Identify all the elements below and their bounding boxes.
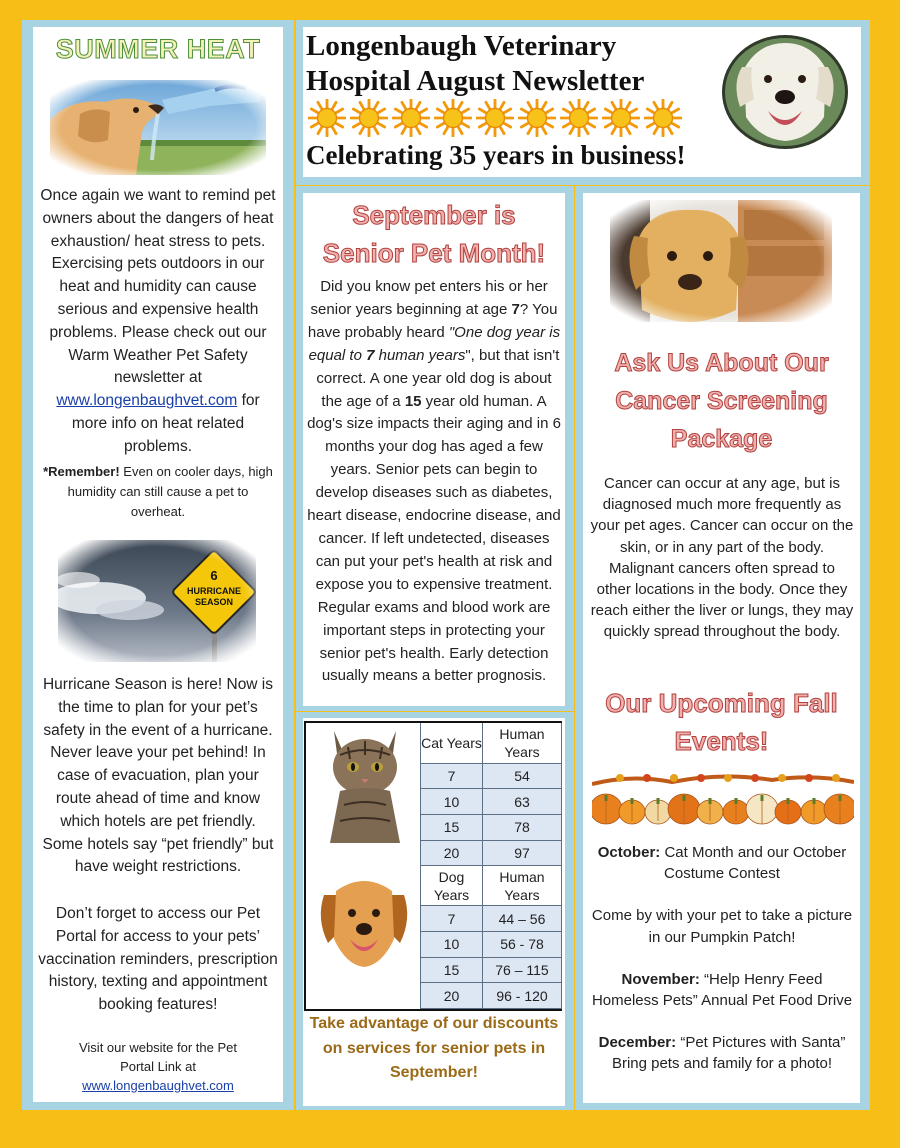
table-row (421, 840, 562, 866)
cat-header-row (421, 723, 562, 763)
table-cell: 76 – 115 (483, 957, 562, 983)
senior-discount-note: Take advantage of our discounts on services for senior pets in September! (309, 1015, 559, 1081)
table-cell: 54 (483, 763, 562, 789)
table-cell: 15 (421, 957, 483, 983)
dog-drinking-photo (50, 80, 266, 175)
table-cell: 7 (421, 763, 483, 789)
table-cell: 10 (421, 931, 483, 957)
table-cell: 20 (421, 840, 483, 866)
sun-icon (476, 99, 514, 137)
table-cell: 56 - 78 (483, 931, 562, 957)
hurricane-sign-photo (58, 540, 256, 662)
cancer-screening-title: Ask Us About Our Cancer Screening Package (614, 349, 829, 453)
sun-icon (392, 99, 430, 137)
table-row (421, 906, 562, 932)
website-note: Visit our website for the Pet Portal Link at www.longenbaughvet.com (78, 1040, 237, 1093)
table-cell: 78 (483, 814, 562, 840)
anniversary-subtitle: Celebrating 35 years in business! (306, 140, 686, 170)
website-link[interactable]: www.longenbaughvet.com (56, 392, 238, 410)
sun-icon (434, 99, 472, 137)
table-header-cell: Human Years (483, 866, 562, 906)
table-cell: 7 (421, 906, 483, 932)
senior-pet-text: Did you know pet enters his or her senior years beginning at age 7? You have probably heard "One dog year is equal to 7 human years", but that isn't correct. A one year old dog is about the age of a 15 year old human. A dog's size impacts their aging and in 6 months your dog has aged a few years. Senior pets can begin to develop diseases such as diabetes, heart disease, endocrine disease, and cancer. If left undetected, diseases can put your pet's health at risk and expose you to expensive treatment. Regular exams and blood work are important steps in protecting your senior pet's health. Early detection usually means a better prognosis. (307, 278, 561, 685)
age-comparison-table (420, 723, 562, 1009)
table-cell: 63 (483, 789, 562, 815)
summer-heat-text: Once again we want to remind pet owners about the dangers of heat exhaustion/ heat stress to pets. Exercising pets outdoors in our heat and humidity can cause serious and expensive health problems. Please check out our Warm Weather Pet Safety newsletter at www.longenbaughvet.com for more info on heat related problems. (40, 187, 276, 455)
pumpkin-border (592, 768, 854, 830)
table-cell: 97 (483, 840, 562, 866)
sun-icon (518, 99, 556, 137)
table-row (421, 957, 562, 983)
cancer-text: Cancer can occur at any age, but is diagnosed much more frequently as your pet ages. Cancer can occur on the skin, or in any part of the body. Malignant cancers often spread to other locations in the body. Once they reach either the liver or lungs, they may quickly spread throughout the body. (590, 475, 854, 641)
senior-pet-title: September is Senior Pet Month! (322, 200, 546, 268)
table-cell: 96 - 120 (483, 983, 562, 1009)
pet-age-table (304, 721, 562, 1011)
pumpkin-garland (592, 768, 854, 830)
sun-icon (350, 99, 388, 137)
sun-icon (602, 99, 640, 137)
table-cell: 20 (421, 983, 483, 1009)
dog-closeup-photo (610, 200, 832, 322)
golden-retriever-photo (316, 869, 412, 979)
sun-icon (644, 99, 682, 137)
table-header-cell: Human Years (483, 723, 562, 763)
dog-portrait (720, 33, 850, 151)
table-header-cell: Cat Years (421, 723, 483, 763)
fall-events-list: October: Cat Month and our October Costume Contest Come by with your pet to take a picture in our Pumpkin Patch! November: “Help Henry Feed Homeless Pets” Annual Pet Food Drive December: “Pet Pictures with Santa” Bring pets and family for a photo! (591, 844, 853, 1073)
table-row (421, 763, 562, 789)
table-cell: 10 (421, 789, 483, 815)
dog-header-row (421, 866, 562, 906)
sun-icon (560, 99, 598, 137)
cat-photo (320, 725, 410, 843)
pet-portal-link[interactable]: www.longenbaughvet.com (82, 1078, 234, 1093)
newsletter-title: Longenbaugh Veterinary Hospital August Newsletter (306, 30, 645, 97)
table-header-cell: Dog Years (421, 866, 483, 906)
table-row (421, 983, 562, 1009)
remember-note: *Remember! Even on cooler days, high humidity can still cause a pet to overheat. (43, 464, 273, 519)
table-row (421, 814, 562, 840)
newsletter-header (303, 27, 861, 177)
hurricane-text: Hurricane Season is here! Now is the time to plan for your pet’s safety in the event of a hurricane. Never leave your pet behind! In case of evacuation, plan your route ahead of time and know which hotels are pet friendly. Some hotels say “pet friendly” but have weight restrictions. (42, 676, 274, 876)
table-cell: 15 (421, 814, 483, 840)
fall-events-title: Our Upcoming Fall Events! (605, 688, 838, 756)
summer-heat-title: SUMMER HEAT (55, 34, 261, 64)
table-row (421, 789, 562, 815)
sun-icon (308, 99, 346, 137)
pet-portal-text: Don’t forget to access our Pet Portal for access to your pets’ vaccination reminders, prescription history, texting and appointment booking features! (38, 905, 278, 1014)
sun-row (308, 99, 682, 137)
table-cell: 44 – 56 (483, 906, 562, 932)
table-row (421, 931, 562, 957)
